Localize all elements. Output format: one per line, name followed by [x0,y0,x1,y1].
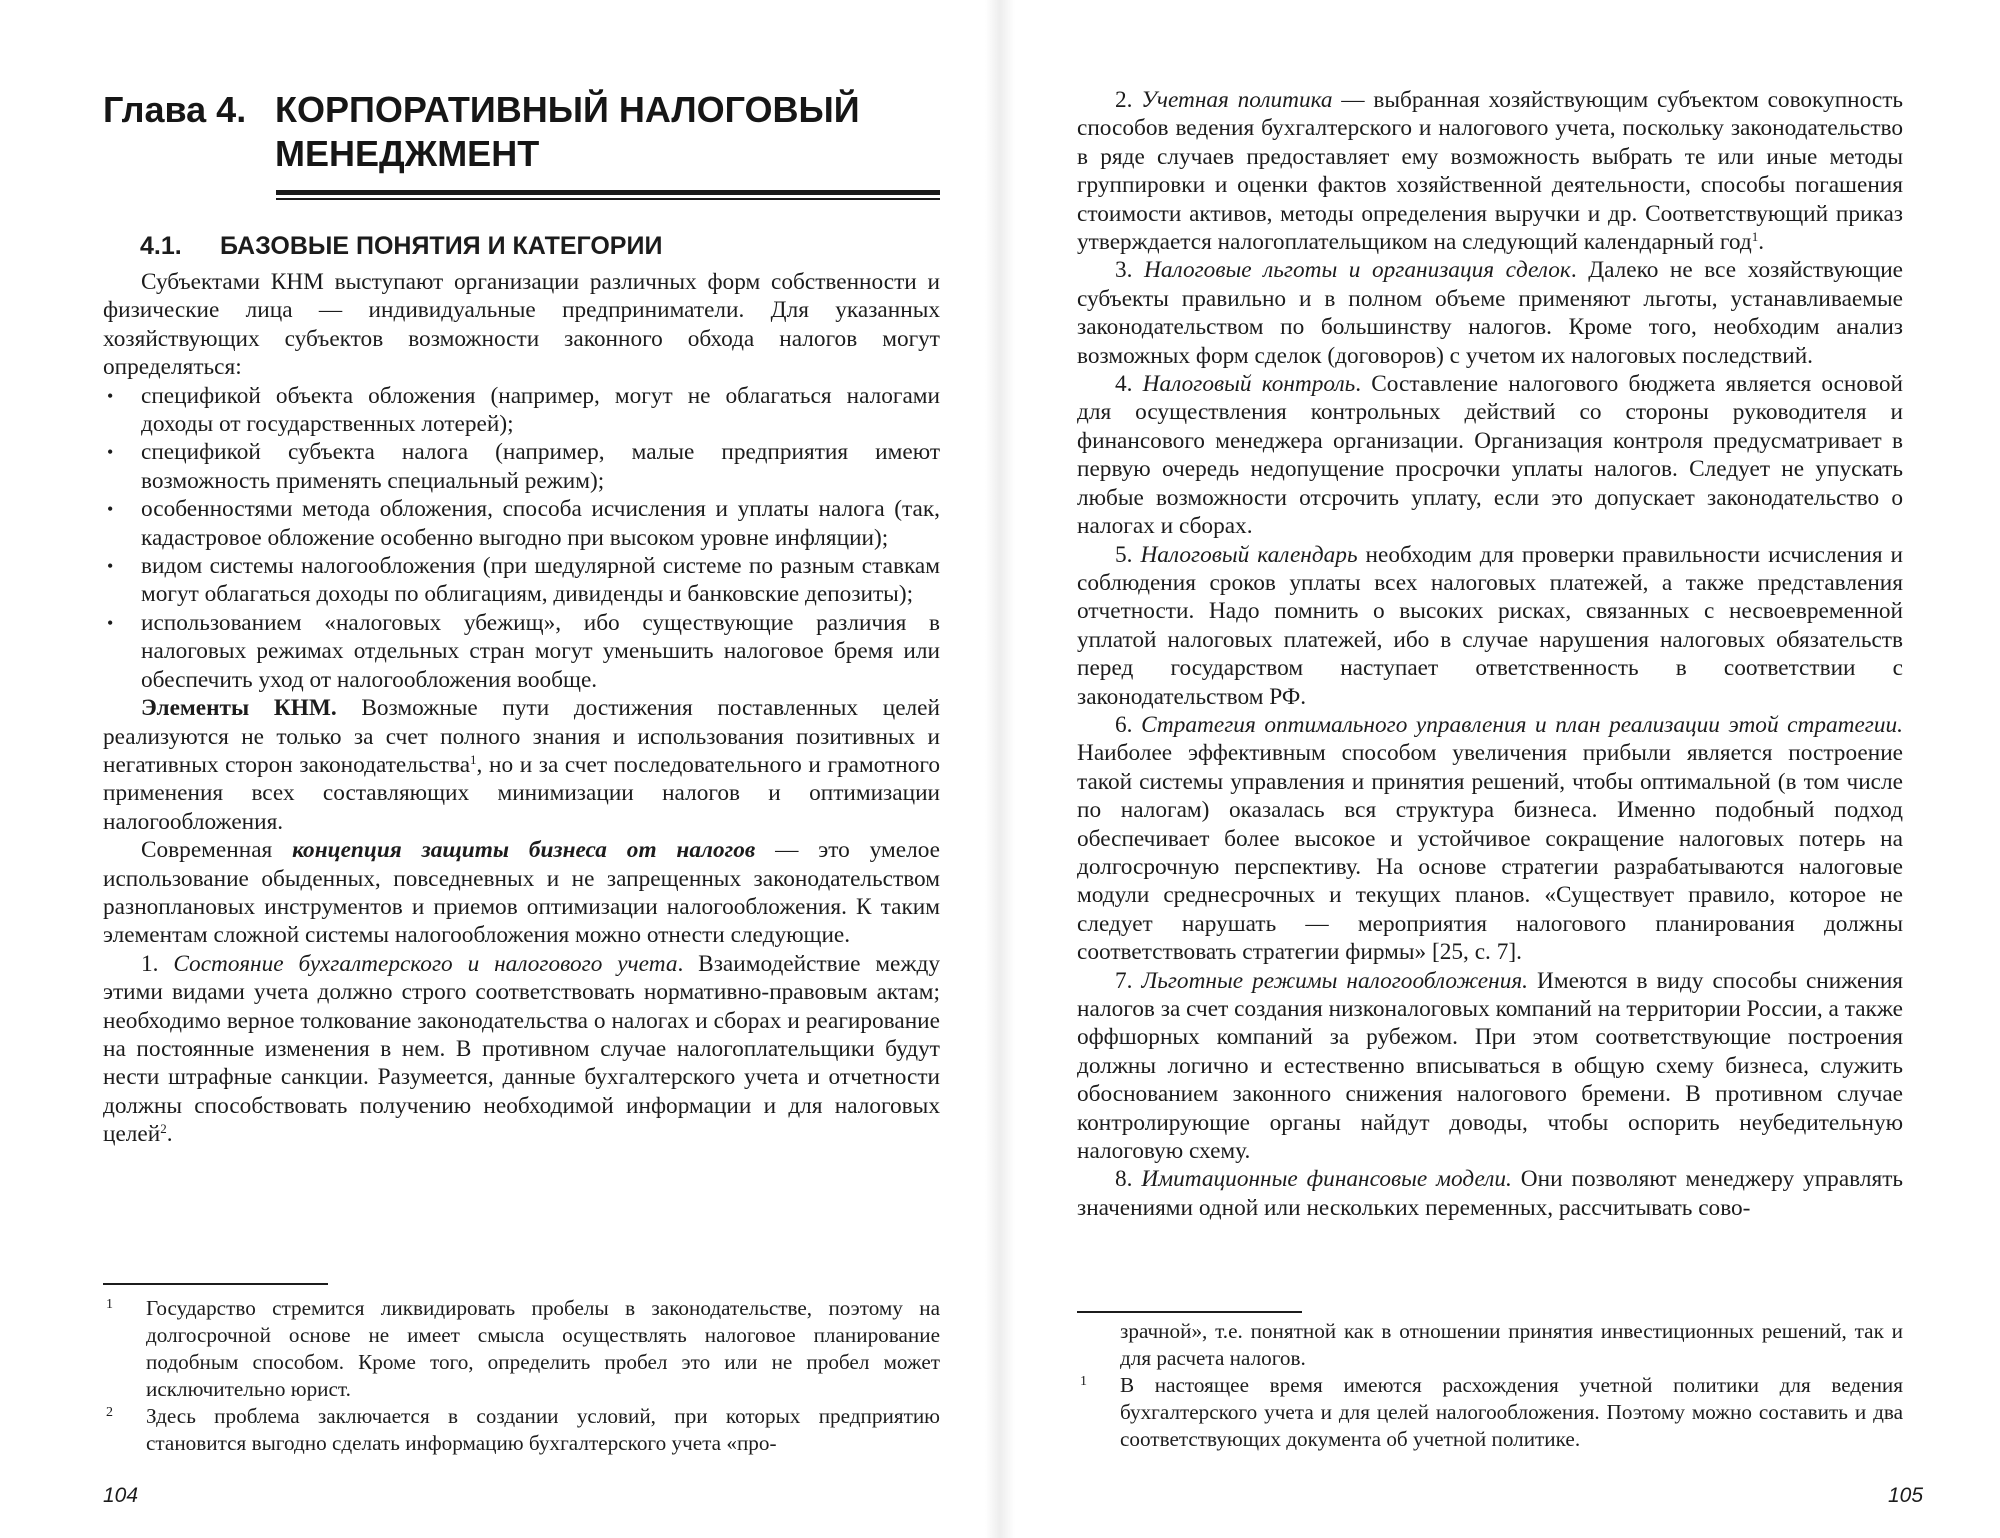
item-paragraph [103,950,940,1149]
item-text: . Взаимодействие между этими видами учета должно строго соответствовать нормативно-правовым актам; необходимо верное толкование законодательства о налогах и сборах и реагирование на постоянные изменения в нем. В противном случае налогоплательщики будут нести штрафные санкции. Разумеется, данные бухгалтерского учета и отчетности должны способствовать получению необходимой информации и для налоговых целей [103,950,940,1148]
item-term: Льготные режимы налогообложения. [1141,967,1529,994]
right-page [1000,0,2000,1538]
list-item-text: использованием «налоговых убежищ», ибо существующие различия в налоговых режимах отдельных стран могут уменьшить налоговое бремя или обеспечить уход от налогообложения вообще. [141,609,940,693]
section-heading [140,230,662,262]
footnote-rule [1077,1311,1302,1313]
book-gutter-shadow [985,0,1015,1538]
concept-text: — это умелое использование обыденных, повседневных и не запрещенных законодательством разноплановых инструментов и приемов оптимизации налогообложения. К таким элементам сложной системы налогообложения можно отнести следующие. [103,837,940,949]
list-item [103,438,940,495]
page-number: 105 [1888,1484,1924,1507]
footnote [103,1403,940,1457]
list-item-text: спецификой субъекта налога (например, малые предприятия имеют возможность применять специальный режим); [141,439,940,494]
item-term: Налоговый календарь [1140,541,1358,568]
left-body-text [103,268,940,1149]
list-item [103,552,940,609]
intro-paragraph: Субъектами КНМ выступают организации различных форм собственности и физические лица — индивидуальные предприниматели. Для указанных хозяйствующих субъектов возможности законного обхода налогов могут определяться: [103,269,940,381]
item-number: 5. [1115,541,1141,568]
list-item-text: видом системы налогообложения (при шедулярной системе по разным ставкам могут облагаться доходы по облигациям, дивиденды и банковские депозиты); [141,553,940,608]
footnote-continuation [1077,1318,1903,1372]
item-text: . Составление налогового бюджета является основой для осуществления контрольных действий со стороны руководителя и финансового менеджера организации. Организация контроля предусматривает в первую очередь недопущение просрочки уплаты налогов. Следует не упускать любые возможности отсрочить уплату, если это допускает законодательство о налогах и сборах. [1077,371,1904,540]
item-paragraph [1077,967,1903,1166]
list-item [103,382,940,439]
item-end: . [1758,229,1765,256]
concept-pre: Современная [141,837,293,864]
item-number: 3. [1115,257,1145,284]
chapter-rule-thick [276,190,940,195]
item-text: Наиболее эффективным способом увеличения прибыли является построение такой системы управления и принятия решений, чтобы оптимальной (в том числе по налогам) оказалась вся структура бизнеса. Именно подобный подход обеспечивает более высокое и устойчивое сокращение налоговых потерь на долгосрочную перспективу. На основе стратегии разрабатываются налоговые модули среднесрочных и текущих планов. «Существует правило, которое не следует нарушать — мероприятия налогового планирования должны соответствовать стратегии фирмы» [25, с. 7]. [1077,740,1903,966]
item-term: Имитационные финансовые модели. [1141,1166,1512,1193]
item-text: Они позволяют менеджеру управлять значениями одной или нескольких переменных, рассчитывать сово- [1077,1166,1903,1221]
item-paragraph [1077,711,1903,967]
footnote-ref: 1 [470,751,477,767]
section-title: БАЗОВЫЕ ПОНЯТИЯ И КАТЕГОРИИ [220,232,663,260]
item-text: — выбранная хозяйствующим субъектом совокупность способов ведения бухгалтерского и налогового учета, поскольку законодательство в ряде случаев предоставляет ему возможность выбрать те или иные методы группировки и оценки фактов хозяйственной деятельности, способы погашения стоимости активов, методы определения выручки и др. Соответствующий приказ утверждается налогоплательщиком на следующий календарный год [1077,87,1904,256]
item-paragraph [1077,86,1903,256]
item-number: 2. [1115,87,1142,113]
elements-paragraph [103,694,940,836]
item-paragraph [1077,1165,1903,1222]
item-term: Стратегия оптимального управления и план реализации этой стратегии. [1141,711,1904,738]
bullet-list [103,382,940,694]
right-footnotes [1077,1318,1903,1453]
list-item-text: спецификой объекта обложения (например, могут не облагаться налогами доходы от государственных лотерей); [141,382,940,438]
chapter-number: Глава 4. [103,89,247,130]
elements-text: Возможные пути достижения поставленных целей реализуются не только за счет полного знания и использования позитивных и негативных сторон законодательства [103,695,940,778]
item-number: 4. [1115,371,1143,398]
bullet-icon: • [107,556,114,577]
footnote-mark: 1 [1080,1374,1087,1389]
right-body-text [1077,86,1903,1222]
concept-term: концепция защиты бизнеса от налогов [292,837,756,864]
item-paragraph [1077,370,1903,540]
footnote-rule [103,1283,328,1285]
item-number: 7. [1115,967,1142,994]
left-footnotes [103,1295,940,1457]
bullet-icon: • [107,442,114,463]
footnote-ref: 1 [1751,229,1759,245]
section-number: 4.1. [140,232,182,260]
footnote-mark: 2 [106,1405,113,1420]
concept-paragraph [103,836,940,950]
item-number: 1. [141,950,174,977]
item-text: . Далеко не все хозяйствующие субъекты правильно и в полном объеме применяют льготы, устанавливаемые законодательством по большинству налогов. Кроме того, необходим анализ возможных форм сделок (договоров) с учетом их налоговых последствий. [1077,257,1904,369]
page-number: 104 [103,1484,139,1507]
bullet-icon: • [107,499,114,520]
chapter-title: КОРПОРАТИВНЫЙ НАЛОГОВЫЙ МЕНЕДЖМЕНТ [275,89,860,174]
bullet-icon: • [107,385,114,406]
footnote [103,1295,940,1403]
item-text: необходим для проверки правильности исчисления и соблюдения сроков уплаты всех налоговых платежей, а также представления отчетности. Надо помнить о высоких рисках, связанных с несвоевременной уплатой налоговых платежей, ибо в случае нарушения налоговых обязательств перед государством наступает ответственность в соответствии с законодательством РФ. [1077,541,1904,710]
list-item-text: особенностями метода обложения, способа исчисления и уплаты налога (так, кадастровое обложение особенно выгодно при высоком уровне инфляции); [141,496,940,551]
item-number: 6. [1115,711,1142,738]
item-term: Налоговый контроль [1142,371,1356,398]
footnote-mark: 1 [106,1297,113,1312]
item-paragraph [1077,256,1903,370]
chapter-rule-thin [276,198,940,200]
bullet-icon: • [107,612,114,633]
elements-text-cont: , но и за счет последовательного и грамотного применения всех составляющих минимизации налогов и оптимизации налогообложения. [103,751,940,835]
list-item [103,495,940,552]
item-text: Имеются в виду способы снижения налогов за счет создания низконалоговых компаний на территории России, а также оффшорных компаний за рубежом. При этом соответствующие построения должны логично и естественно вписываться в общую схему бизнеса, служить обоснованием законного снижения налогового бремени. В противном случае контролирующие органы найдут доводы, чтобы оспорить неубедительную налоговую схему. [1077,967,1904,1165]
footnote-text: зрачной», т.е. понятной как в отношении принятия инвестиционных решений, так и для расчета налогов. [1120,1319,1903,1370]
item-number: 8. [1115,1166,1142,1193]
footnote-ref: 2 [160,1121,167,1137]
item-paragraph [1077,541,1903,711]
footnote [1077,1372,1903,1453]
footnote-text: В настоящее время имеются расхождения учетной политики для ведения бухгалтерского учета и для целей налогообложения. Поэтому можно составить и два соответствующих документа об учетной политике. [1120,1373,1903,1451]
item-term: Налоговые льготы и организация сделок [1144,257,1571,284]
elements-heading: Элементы КНМ. [141,695,337,722]
item-term: Состояние бухгалтерского и налогового учета [173,950,678,977]
item-end: . [166,1121,173,1148]
footnote-text: Государство стремится ликвидировать пробелы в законодательстве, поэтому на долгосрочной основе не имеет смысла осуществлять налоговое планирование подобным способом. Кроме того, определить пробел это или не пробел может исключительно юрист. [146,1296,940,1401]
item-term: Учетная политика [1141,87,1333,113]
footnote-text: Здесь проблема заключается в создании условий, при которых предприятию становится выгодно сделать информацию бухгалтерского учета «про- [146,1404,940,1455]
list-item [103,609,940,694]
